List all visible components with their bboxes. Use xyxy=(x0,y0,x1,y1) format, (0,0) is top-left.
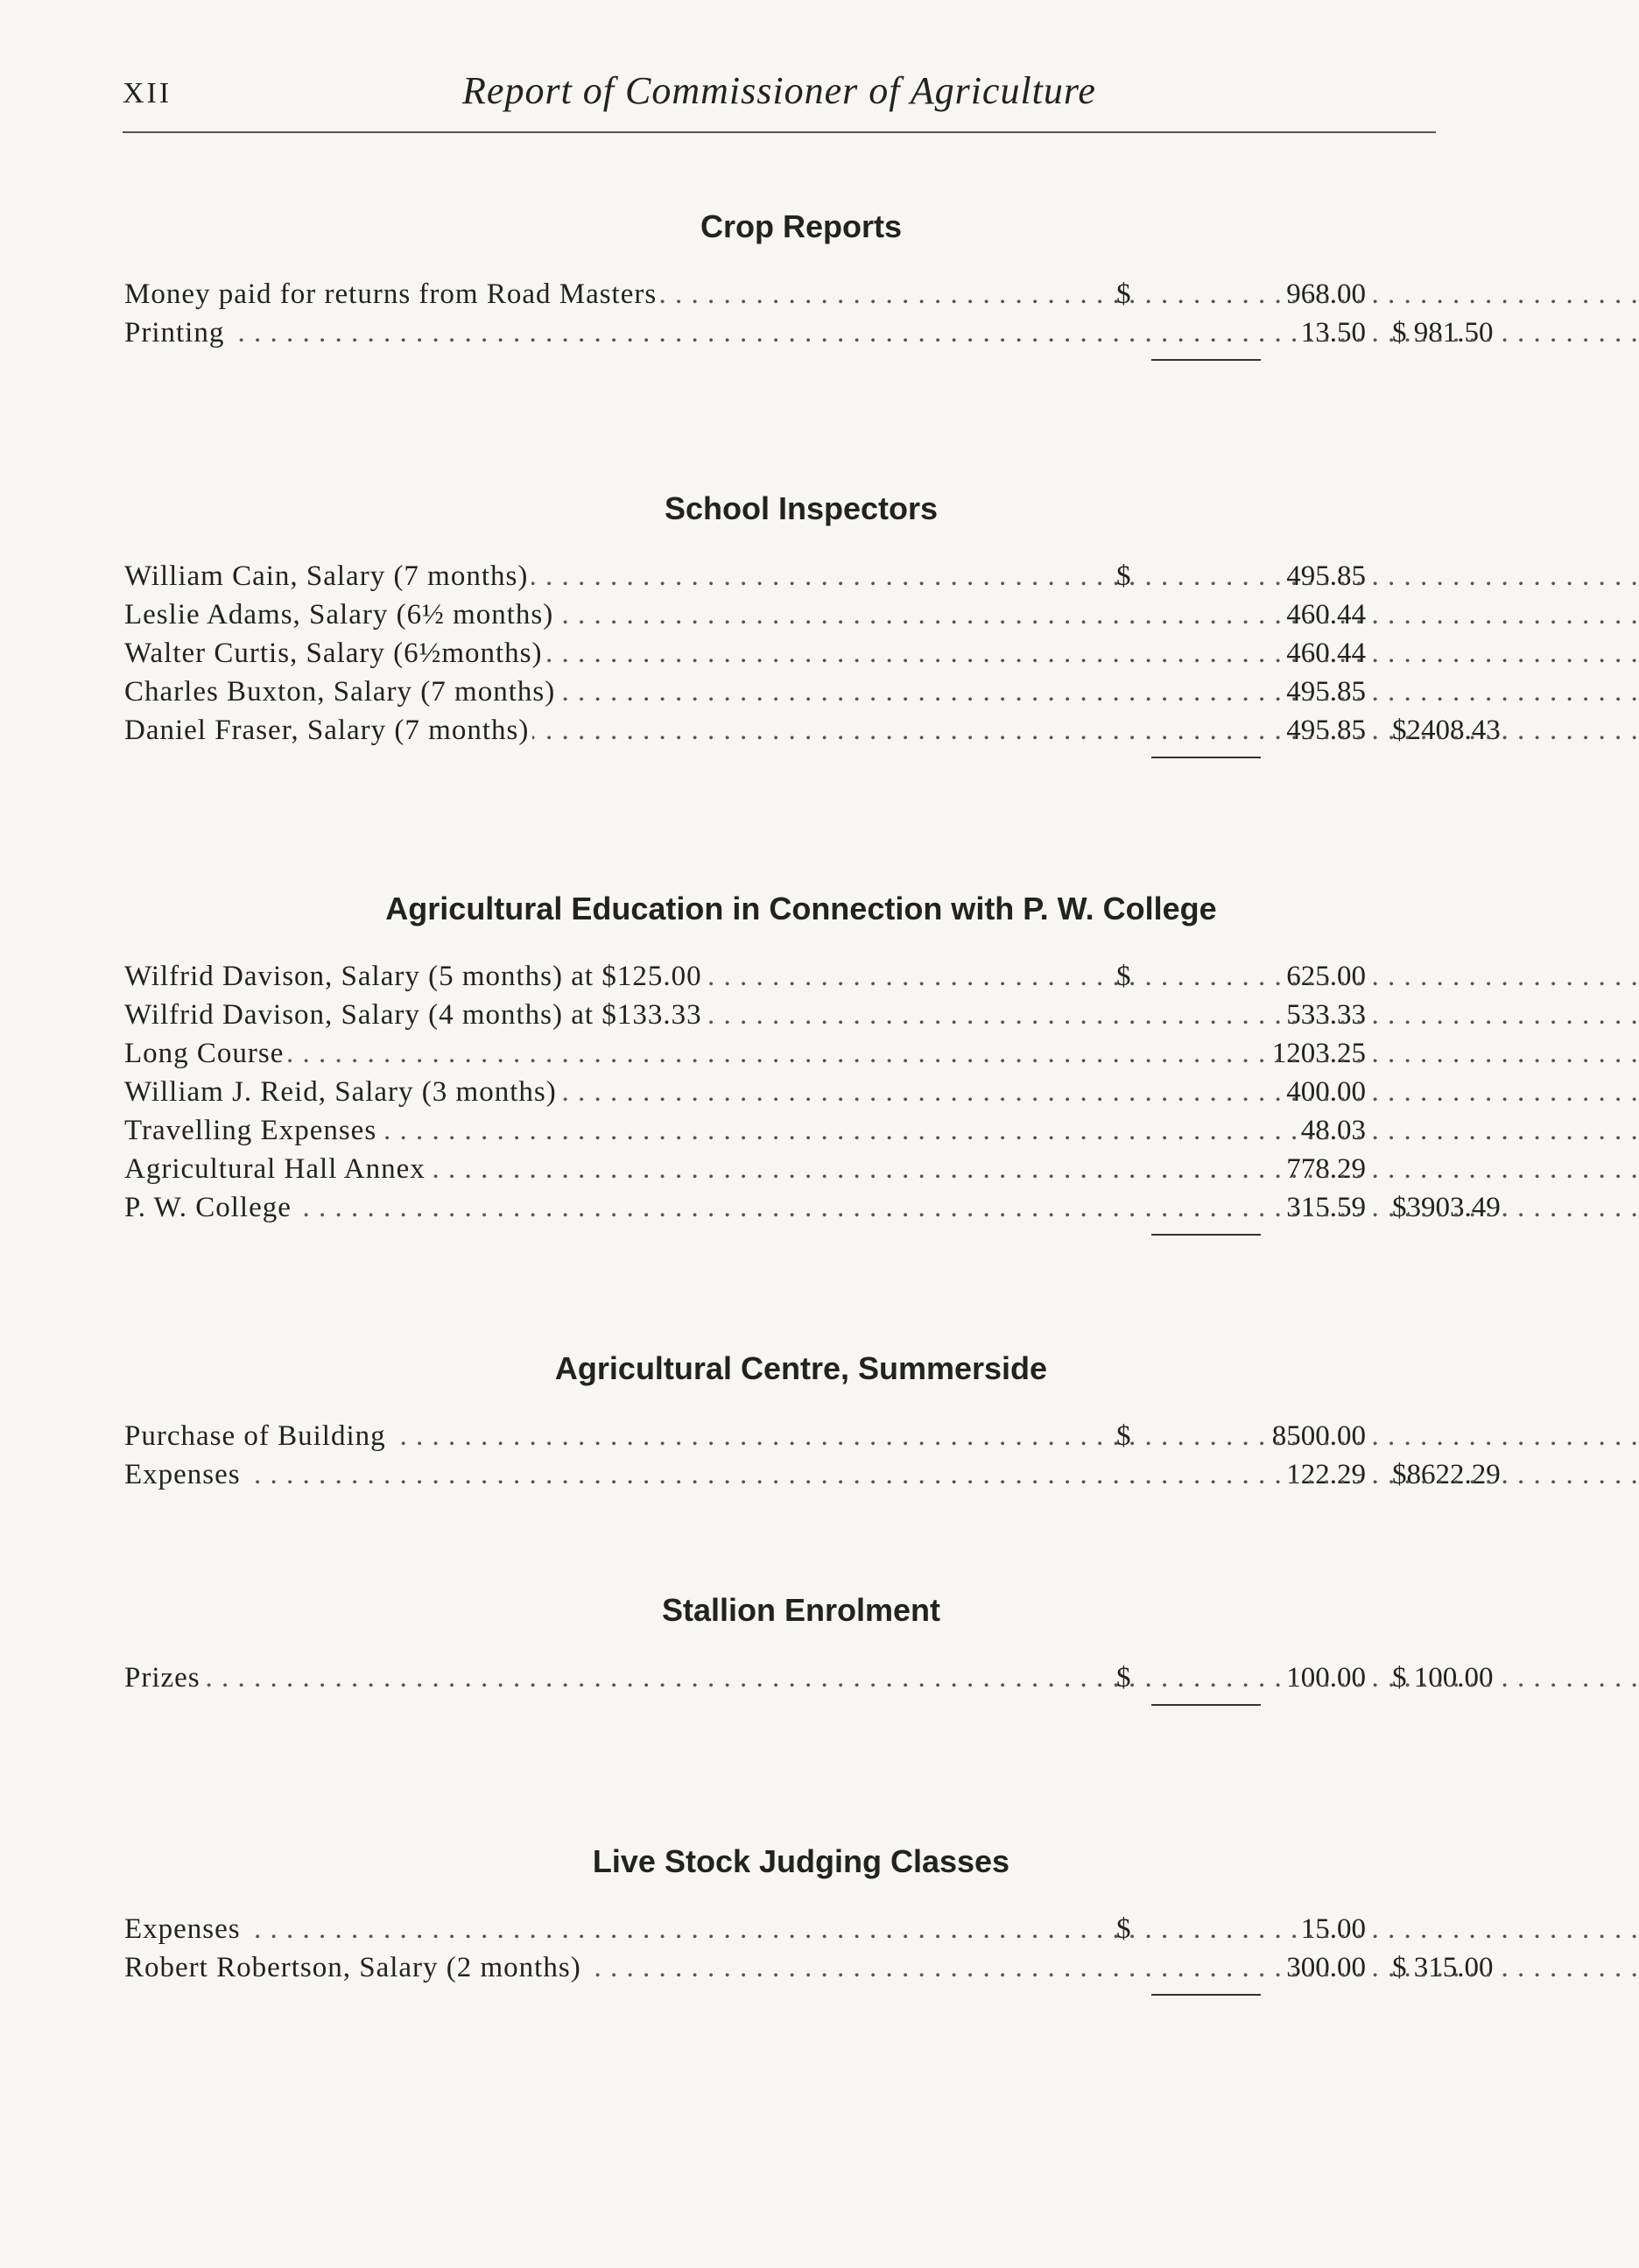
row-amount: 48.03 xyxy=(1300,1115,1366,1146)
currency-sign: $ xyxy=(1116,961,1131,992)
currency-sign: $ xyxy=(1116,1662,1131,1694)
page-number: XII xyxy=(123,77,172,109)
row-description: Printing xyxy=(124,317,228,349)
sum-rule xyxy=(114,1227,1436,1244)
section-school-inspectors xyxy=(114,490,1501,767)
sum-rule xyxy=(114,1697,1436,1715)
row-amount: 15.00 xyxy=(1300,1913,1366,1945)
row-description: Long Course xyxy=(124,1038,287,1069)
ledger-row xyxy=(114,996,1436,1034)
sum-rule xyxy=(114,750,1436,767)
section-agricultural-education xyxy=(114,891,1501,1244)
row-amount: 8500.00 xyxy=(1271,1420,1366,1452)
row-amount: 778.29 xyxy=(1286,1153,1366,1185)
ledger-row xyxy=(114,1910,1436,1948)
currency-sign: $ xyxy=(1116,1913,1131,1945)
ledger-row xyxy=(114,1659,1494,1697)
ledger-row xyxy=(114,595,1436,634)
row-description: Agricultural Hall Annex xyxy=(124,1153,429,1185)
section-title: Crop Reports xyxy=(700,208,902,244)
ledger-row xyxy=(114,557,1436,595)
ledger-row xyxy=(114,1073,1436,1111)
row-description: Daniel Fraser, Salary (7 months) xyxy=(124,715,532,746)
sum-rule xyxy=(114,1987,1436,2004)
section-live-stock-judging xyxy=(114,1843,1494,2004)
section-total: $2408.43 xyxy=(1392,715,1501,746)
ledger-row xyxy=(114,957,1436,996)
section-title: Agricultural Centre, Summerside xyxy=(554,1350,1048,1386)
ledger-row xyxy=(114,634,1436,673)
row-description: P. W. College xyxy=(124,1192,295,1223)
row-amount: 400.00 xyxy=(1286,1076,1366,1108)
row-description: Walter Curtis, Salary (6½months) xyxy=(124,637,546,669)
row-description: Expenses xyxy=(124,1459,244,1490)
ledger-row xyxy=(114,275,1436,313)
ledger-row xyxy=(114,711,1501,750)
row-description: Money paid for returns from Road Masters xyxy=(124,278,660,310)
row-amount: 460.44 xyxy=(1286,637,1366,669)
section-total: $ 315.00 xyxy=(1392,1952,1494,1983)
running-header xyxy=(123,68,1436,121)
row-amount: 1203.25 xyxy=(1271,1038,1366,1069)
ledger-row xyxy=(114,1417,1436,1455)
section-stallion-enrolment xyxy=(114,1592,1494,1715)
row-description: Wilfrid Davison, Salary (4 months) at $133.33 xyxy=(124,999,706,1031)
row-amount: 495.85 xyxy=(1286,676,1366,708)
ledger-row xyxy=(114,673,1436,711)
section-title: Agricultural Education in Connection with P. W. College xyxy=(385,891,1217,926)
ledger-row xyxy=(114,1150,1436,1188)
row-amount: 315.59 xyxy=(1286,1192,1366,1223)
row-amount: 533.33 xyxy=(1286,999,1366,1031)
section-title: School Inspectors xyxy=(664,490,939,526)
ledger-row xyxy=(114,1034,1436,1073)
row-amount: 968.00 xyxy=(1286,278,1366,310)
section-total: $3903.49 xyxy=(1392,1192,1501,1223)
row-amount: 13.50 xyxy=(1300,317,1366,349)
row-amount: 300.00 xyxy=(1286,1952,1366,1983)
ledger-row xyxy=(114,1188,1501,1227)
currency-sign: $ xyxy=(1116,1420,1131,1452)
section-title: Live Stock Judging Classes xyxy=(592,1843,1010,1879)
running-title: Report of Commissioner of Agriculture xyxy=(462,69,1096,112)
sum-rule xyxy=(114,352,1436,370)
row-amount: 122.29 xyxy=(1286,1459,1366,1490)
header-rule xyxy=(123,131,1436,133)
row-description: Robert Robertson, Salary (2 months) xyxy=(124,1952,585,1983)
row-description: Purchase of Building xyxy=(124,1420,390,1452)
row-amount: 625.00 xyxy=(1286,961,1366,992)
row-description: William Cain, Salary (7 months) xyxy=(124,560,531,592)
row-amount: 100.00 xyxy=(1286,1662,1366,1694)
section-total: $8622.29 xyxy=(1392,1459,1501,1490)
row-description: Prizes xyxy=(124,1662,204,1694)
row-description: Charles Buxton, Salary (7 months) xyxy=(124,676,559,708)
row-amount: 495.85 xyxy=(1286,560,1366,592)
section-crop-reports xyxy=(114,208,1494,370)
ledger-row xyxy=(114,1111,1436,1150)
currency-sign: $ xyxy=(1116,278,1131,310)
row-description: Expenses xyxy=(124,1913,244,1945)
row-amount: 495.85 xyxy=(1286,715,1366,746)
row-description: Wilfrid Davison, Salary (5 months) at $125.00 xyxy=(124,961,706,992)
section-total: $ 100.00 xyxy=(1392,1662,1494,1694)
row-description: Travelling Expenses xyxy=(124,1115,380,1146)
currency-sign: $ xyxy=(1116,560,1131,592)
section-title: Stallion Enrolment xyxy=(661,1592,941,1628)
ledger-row xyxy=(114,1948,1494,1987)
ledger-row xyxy=(114,1455,1501,1494)
row-description: William J. Reid, Salary (3 months) xyxy=(124,1076,560,1108)
section-total: $ 981.50 xyxy=(1392,317,1494,349)
row-description: Leslie Adams, Salary (6½ months) xyxy=(124,599,557,630)
section-agricultural-centre xyxy=(114,1350,1501,1494)
row-amount: 460.44 xyxy=(1286,599,1366,630)
ledger-row xyxy=(114,313,1494,352)
